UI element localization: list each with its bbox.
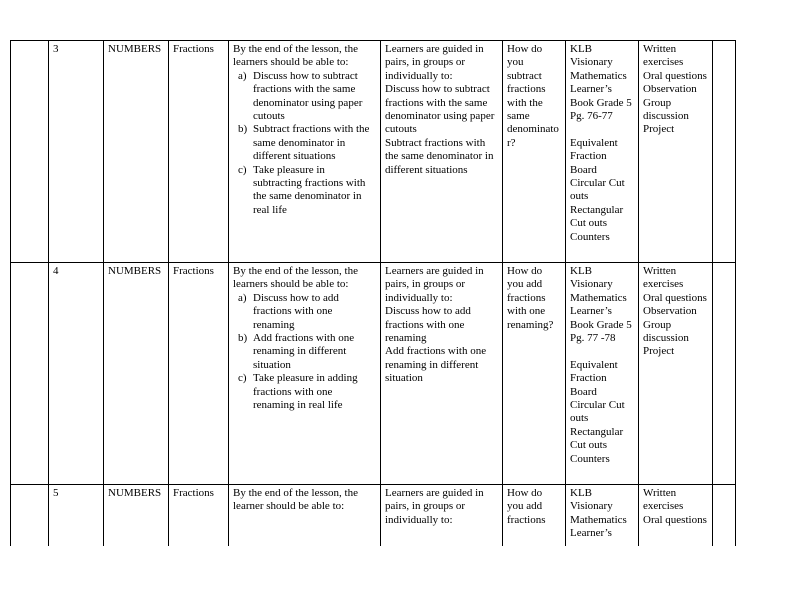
cell-strand: [104, 41, 169, 263]
cell-text-line: [570, 345, 634, 358]
cell-text-line: Written exercises: [643, 487, 684, 513]
cell-substrand: [169, 485, 229, 547]
outcome-item-label: a): [238, 291, 247, 304]
table-body: [11, 41, 736, 547]
cell-text-line: Observation: [643, 83, 697, 96]
outcome-list-item: [238, 292, 376, 332]
cell-text-line: NUMBERS: [108, 43, 162, 55]
cell-text-line: Equivalent Fraction Board: [570, 358, 618, 398]
cell-substrand: [169, 263, 229, 485]
cell-text-line: By the end of the lesson, the learner should be able to:: [233, 487, 358, 513]
cell-learning-experiences: [381, 263, 503, 485]
outcome-item-label: b): [238, 332, 248, 345]
outcome-item-label: c): [238, 163, 247, 176]
cell-learning-resources: [566, 485, 639, 547]
outcome-item-text: Discuss how to add fractions with one renaming: [253, 291, 339, 331]
cell-text-line: Rectangular Cut outs: [570, 203, 624, 230]
cell-week: [11, 485, 49, 547]
outcome-list-item: [238, 164, 376, 218]
cell-text-line: Learners are guided in pairs, in groups or individually to:: [385, 265, 484, 304]
cell-text-line: Discuss how to add fractions with one renaming: [385, 305, 471, 345]
cell-learning-resources: [566, 263, 639, 485]
table-row: [11, 263, 736, 485]
outcome-item-text: Take pleasure in adding fractions with one renaming in real life: [253, 372, 358, 412]
cell-text-line: KLB Visionary Mathematics Learner’s Book Grade 5 Pg. 76-77: [570, 43, 632, 123]
cell-strand: [104, 485, 169, 547]
outcome-list-item: [238, 70, 376, 124]
cell-lesson-number: [49, 263, 104, 485]
cell-key-inquiry-question: [503, 485, 566, 547]
outcome-item-label: c): [238, 372, 247, 385]
outcome-item-text: Subtract fractions with the same denominator in different situations: [253, 123, 370, 163]
cell-learning-experiences: [381, 485, 503, 547]
cell-week: [11, 41, 49, 263]
cell-learning-outcomes: [229, 41, 381, 263]
cell-text-line: Learners are guided in pairs, in groups or individually to:: [385, 487, 484, 526]
cell-text-line: 3: [53, 43, 59, 55]
cell-text-line: Fractions: [173, 265, 214, 277]
cell-text-line: Equivalent Fraction Board: [570, 136, 618, 176]
cell-text-line: Project: [643, 345, 675, 358]
cell-assessment: [639, 485, 713, 547]
cell-learning-resources: [566, 41, 639, 263]
cell-text-line: Oral questions: [643, 291, 707, 304]
cell-text-line: NUMBERS: [108, 487, 162, 499]
cell-text-line: KLB Visionary Mathematics Learner’s: [570, 487, 627, 540]
cell-week: [11, 263, 49, 485]
cell-text-line: Counters: [570, 452, 610, 465]
cell-text-line: Group discussion: [643, 96, 689, 123]
cell-lesson-number: [49, 41, 104, 263]
cell-text-line: Project: [643, 123, 675, 136]
cell-text-line: NUMBERS: [108, 265, 162, 277]
cell-text-line: Oral questions: [643, 513, 707, 526]
cell-substrand: [169, 41, 229, 263]
cell-text-line: Oral questions: [643, 69, 707, 82]
cell-text-line: Fractions: [173, 43, 214, 55]
cell-text-line: Circular Cut outs: [570, 177, 625, 203]
cell-text-line: Observation: [643, 305, 697, 318]
outcome-item-text: Discuss how to subtract fractions with the same denominator using paper cutouts: [253, 69, 363, 123]
cell-text-line: Written exercises: [643, 43, 684, 69]
cell-text-line: How do you subtract fractions with the same denominator?: [507, 43, 559, 149]
outcome-item-text: Take pleasure in subtracting fractions with the same denominator in real life: [253, 163, 366, 216]
cell-text-line: Circular Cut outs: [570, 399, 625, 425]
outcome-list-item: [238, 123, 376, 163]
cell-text-line: Subtract fractions with the same denominator in different situations: [385, 136, 494, 176]
cell-learning-outcomes: [229, 485, 381, 547]
cell-text-line: Add fractions with one renaming in different situation: [385, 345, 487, 385]
cell-text-line: Fractions: [173, 487, 214, 499]
cell-text-line: [570, 123, 634, 136]
cell-remarks: [713, 485, 736, 547]
cell-text-line: How do you add fractions: [507, 487, 546, 526]
outcome-list-item: [238, 332, 376, 372]
cell-lesson-number: [49, 485, 104, 547]
outcome-item-label: b): [238, 123, 248, 136]
cell-text-line: By the end of the lesson, the learners should be able to:: [233, 265, 358, 291]
cell-assessment: [639, 41, 713, 263]
cell-text-line: Counters: [570, 230, 610, 243]
cell-text-line: Group discussion: [643, 318, 689, 345]
cell-strand: [104, 263, 169, 485]
cell-learning-experiences: [381, 41, 503, 263]
outcome-item-label: a): [238, 69, 247, 82]
outcome-item-text: Add fractions with one renaming in different situation: [253, 332, 355, 371]
cell-text-line: 4: [53, 265, 59, 277]
cell-text-line: Learners are guided in pairs, in groups or individually to:: [385, 43, 484, 82]
table-row: [11, 41, 736, 263]
cell-text-line: How do you add fractions with one renaming?: [507, 265, 554, 331]
cell-text-line: Discuss how to subtract fractions with the same denominator using paper cutouts: [385, 83, 495, 136]
scheme-of-work-table: [10, 40, 736, 546]
outcome-list-item: [238, 372, 376, 412]
cell-remarks: [713, 263, 736, 485]
scheme-of-work-table-wrap: [10, 40, 739, 546]
cell-key-inquiry-question: [503, 263, 566, 485]
cell-text-line: By the end of the lesson, the learners should be able to:: [233, 43, 358, 69]
cell-assessment: [639, 263, 713, 485]
cell-text-line: 5: [53, 487, 59, 499]
cell-text-line: KLB Visionary Mathematics Learner’s Book Grade 5 Pg. 77 -78: [570, 265, 632, 345]
cell-key-inquiry-question: [503, 41, 566, 263]
cell-learning-outcomes: [229, 263, 381, 485]
cell-remarks: [713, 41, 736, 263]
table-row: [11, 485, 736, 547]
cell-text-line: Written exercises: [643, 265, 684, 291]
cell-text-line: Rectangular Cut outs: [570, 425, 624, 452]
